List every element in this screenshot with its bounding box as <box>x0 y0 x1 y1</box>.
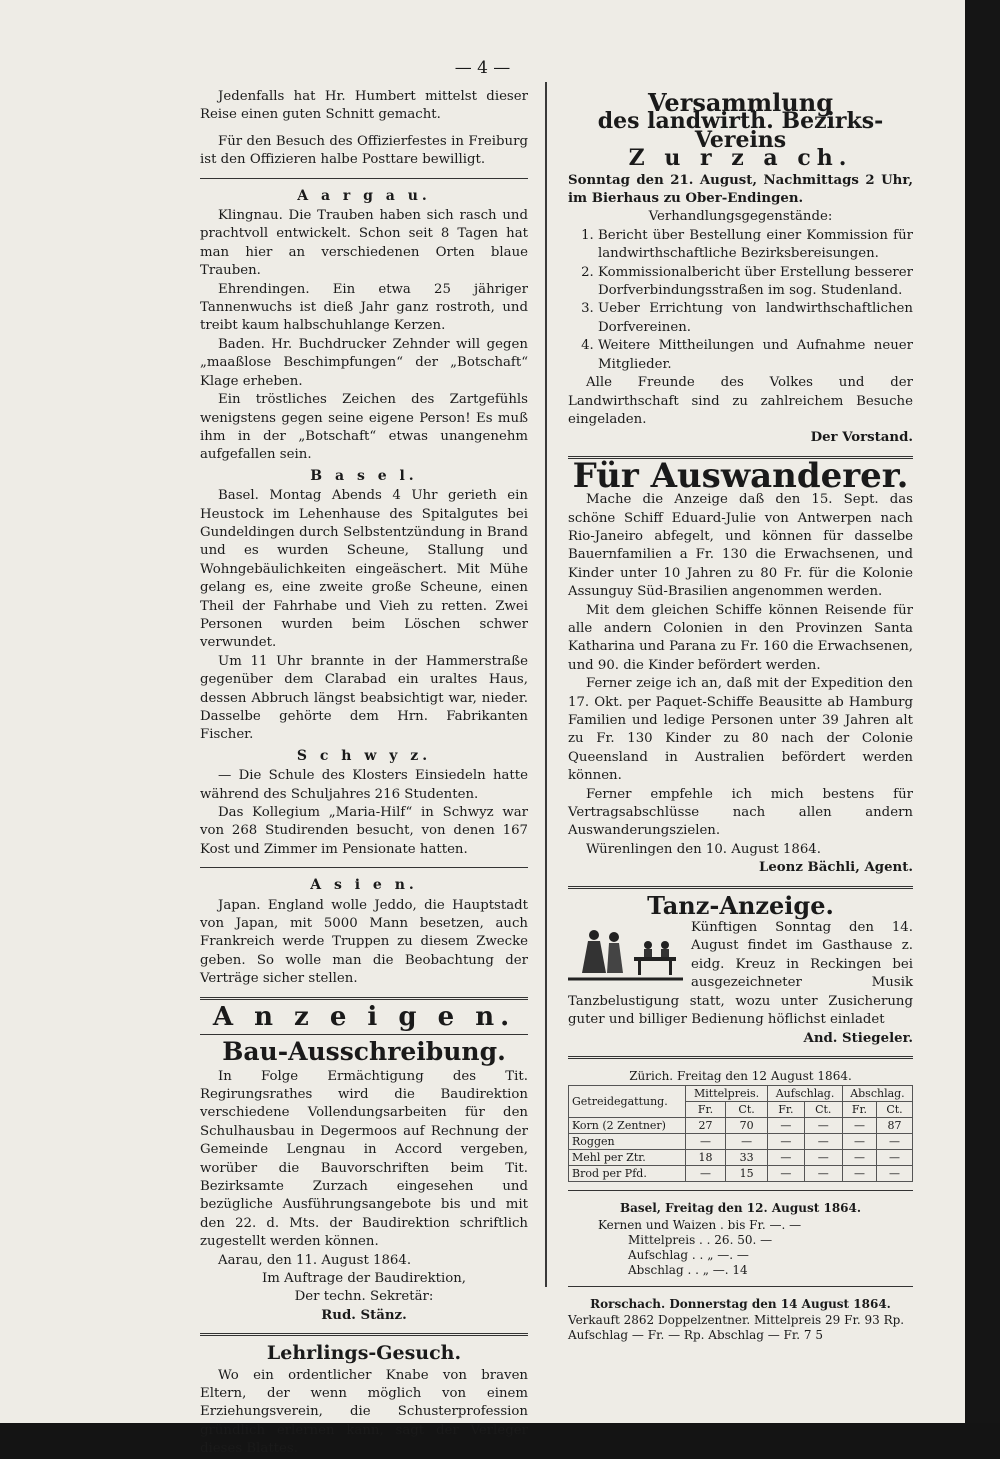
article-paragraph: Um 11 Uhr brannte in der Hammerstraße gegenüber dem Clarabad ein uraltes Haus, dessen Abbruch längst beabsichtigt war, nieder. Dasselbe gehörte dem Hrn. Fabrikanten Fischer. <box>200 653 528 743</box>
ad-text: Ferner empfehle ich mich bestens für Vertragsabschlüsse nach allen andern Auswanderungszielen. <box>568 786 913 839</box>
table-cell: 33 <box>726 1150 768 1166</box>
table-cell: — <box>768 1118 804 1134</box>
ad-text: In Folge Ermächtigung des Tit. Regirungsrathes wird die Baudirektion verschiedene Vollendungsarbeiten für den Schulhausbau in Degermoos auf Rechnung der Gemeinde Lengnau in Accord vergeben, worüber die Bauvorschriften beim Tit. Bezirksamte Zurzach eingesehen und bezügliche Ausführungsangebote bis und mit den 22. d. Mts. der Baudirektion schriftlich zugestellt werden können. <box>200 1068 528 1250</box>
table-header: Getreidegattung. <box>569 1086 686 1118</box>
ad-signature-line: Im Auftrage der Baudirektion, <box>261 1270 467 1286</box>
table-header: Abschlag. <box>842 1086 912 1102</box>
agenda-list <box>568 227 913 374</box>
grain-price-table <box>568 1085 913 1182</box>
ad-title-lehrling: Lehrlings-Gesuch. <box>266 1342 462 1365</box>
section-heading-asien: A s i e n. <box>310 877 418 894</box>
market-line: Aufschlag . . „ —. — <box>628 1247 749 1262</box>
table-cell: — <box>686 1166 726 1182</box>
ad-title-auswanderer: Für Auswanderer. <box>572 455 909 496</box>
table-subheader: Ct. <box>726 1102 768 1118</box>
table-cell: — <box>842 1118 876 1134</box>
table-cell: — <box>877 1150 913 1166</box>
ad-title-versammlung: Versammlung <box>648 88 833 117</box>
article-paragraph: Das Kollegium „Maria-Hilf“ in Schwyz war von 268 Studirenden besucht, von denen 167 Kost und Zimmer im Pensionate hatten. <box>200 805 528 857</box>
list-item: 2. Kommissionalbericht über Erstellung besserer Dorfverbindungsstraßen im sog. Studenland. <box>598 264 913 301</box>
divider <box>568 1190 913 1191</box>
article-paragraph: — Die Schule des Klosters Einsiedeln hatte während des Schuljahres 216 Studenten. <box>200 768 528 802</box>
table-cell: Korn (2 Zentner) <box>569 1118 686 1134</box>
ad-title-bau: Bau-Ausschreibung. <box>222 1037 506 1067</box>
section-heading-basel: B a s e l. <box>310 467 418 484</box>
market-line: Mittelpreis . . 26. 50. — <box>628 1232 773 1247</box>
table-cell: 18 <box>686 1150 726 1166</box>
table-subheader: Ct. <box>877 1102 913 1118</box>
market-report-rorschach <box>568 1295 913 1343</box>
table-cell: — <box>686 1134 726 1150</box>
table-cell: — <box>877 1134 913 1150</box>
table-cell: — <box>768 1166 804 1182</box>
market-report-basel <box>568 1199 913 1277</box>
table-cell: — <box>842 1166 876 1182</box>
list-item: 3. Ueber Errichtung von landwirthschaftlichen Dorfvereinen. <box>598 300 913 337</box>
ad-text: Alle Freunde des Volkes und der Landwirthschaft sind zu zahlreichem Besuche eingeladen. <box>568 375 913 427</box>
ad-text: Wo ein ordentlicher Knabe von braven Eltern, der wenn möglich von einem Erziehungsverein, die Schusterprofession gründlich erlernen kann, sagt der Verleger dieses Blattes. <box>200 1367 528 1457</box>
table-row <box>569 1166 913 1182</box>
table-row <box>569 1118 913 1134</box>
article-paragraph: Für den Besuch des Offizierfestes in Freiburg ist den Offizieren halbe Posttare bewilligt. <box>200 133 528 168</box>
ad-text: Ferner zeige ich an, daß mit der Expedition den 17. Okt. per Paquet-Schiffe Beausitte ab Hamburg Familien und ledige Personen unter 39 Jahren alt zu Fr. 130 Kinder zu 80 nach der Colonie Queensland in Australien befördert werden können. <box>568 676 913 784</box>
table-cell: — <box>804 1118 842 1134</box>
section-heading-schwyz: S c h w y z. <box>296 747 432 764</box>
table-cell: 27 <box>686 1118 726 1134</box>
divider <box>200 1333 528 1336</box>
market-heading-basel: Basel, Freitag den 12. August 1864. <box>619 1201 862 1216</box>
article-paragraph: Japan. England wolle Jeddo, die Hauptstadt von Japan, mit 5000 Mann besetzen, auch Frankreich werde Truppen zu diesem Zwecke geben. So wolle man die Beobachtung der Verträge sicher stellen. <box>200 897 528 987</box>
agenda-heading: Verhandlungsgegenstände: <box>648 209 833 225</box>
table-cell: 87 <box>877 1118 913 1134</box>
table-cell: — <box>768 1134 804 1150</box>
list-item: 1. Bericht über Bestellung einer Kommission für landwirthschaftliche Bezirksbereisungen. <box>598 227 913 264</box>
ad-title-tanz: Tanz-Anzeige. <box>647 890 834 920</box>
divider <box>568 886 913 889</box>
table-cell: — <box>877 1166 913 1182</box>
ad-signature: Leonz Bächli, Agent. <box>758 860 913 876</box>
table-subheader: Ct. <box>804 1102 842 1118</box>
article-paragraph: Baden. Hr. Buchdrucker Zehnder will gegen „maaßlose Beschimpfungen“ der „Botschaft“ Klage erheben. <box>200 336 528 389</box>
market-heading-zurich: Zürich. Freitag den 12 August 1864. <box>629 1068 852 1083</box>
table-cell: — <box>842 1134 876 1150</box>
market-heading-rorschach: Rorschach. Donnerstag den 14 August 1864. <box>590 1296 891 1311</box>
ad-place: Z u r z a ch. <box>628 145 853 172</box>
ads-heading: A n z e i g e n. <box>212 1001 516 1032</box>
ad-text: Mache die Anzeige daß den 15. Sept. das schöne Schiff Eduard-Julie von Antwerpen nach Rio-Janeiro abfegelt, und können für dasselbe Bauernfamilien a Fr. 130 die Erwachsenen, und Kinder unter 10 Jahren zu 80 Fr. für die Kolonie Assunguy Süd-Brasilien angenommen werden. <box>568 492 913 600</box>
page-number: — 4 — <box>454 58 511 78</box>
table-cell: Brod per Pfd. <box>569 1166 686 1182</box>
table-cell: Mehl per Ztr. <box>569 1150 686 1166</box>
table-subheader: Fr. <box>842 1102 876 1118</box>
ad-signature: Der Vorstand. <box>810 430 913 446</box>
table-cell: — <box>804 1150 842 1166</box>
ad-signature: Rud. Stänz. <box>321 1307 407 1323</box>
table-row <box>569 1134 913 1150</box>
table-cell: — <box>726 1134 768 1150</box>
ad-date: Aarau, den 11. August 1864. <box>218 1252 412 1268</box>
divider <box>200 178 528 179</box>
table-cell: Roggen <box>569 1134 686 1150</box>
article-paragraph: Jedenfalls hat Hr. Humbert mittelst dieser Reise einen guten Schnitt gemacht. <box>200 89 528 123</box>
table-header: Mittelpreis. <box>686 1086 768 1102</box>
table-subheader: Fr. <box>768 1102 804 1118</box>
divider <box>568 1056 913 1059</box>
ad-subtitle: des landwirth. Bezirks-Vereins <box>597 108 884 153</box>
table-subheader: Fr. <box>686 1102 726 1118</box>
ad-text: Sonntag den 21. August, Nachmittags 2 Uhr, im Bierhaus zu Ober-Endingen. <box>568 172 913 207</box>
table-cell: — <box>804 1134 842 1150</box>
market-line: Verkauft 2862 Doppelzentner. Mittelpreis 29 Fr. 93 Rp. <box>568 1313 905 1328</box>
article-paragraph: Basel. Montag Abends 4 Uhr gerieth ein Heustock im Lehenhause des Spitalgutes bei Gundeldingen durch Selbstentzündung in Brand und es wurden Scheune, Stallung und Wohngebäulichkeiten eingeäschert. Mit Mühe gelang es, eine zweite große Scheune, einen Theil der Fahrhabe und Vieh zu retten. Zwei Personen wurden beim Löschen schwer verwundet. <box>200 488 528 651</box>
ad-text: Mit dem gleichen Schiffe können Reisende für alle andern Colonien in den Provinzen Santa Katharina und Parana zu Fr. 160 die Erwachsenen, und 90. die Kinder befördert werden. <box>568 602 913 673</box>
section-heading-aargau: A a r g a u. <box>297 187 431 204</box>
divider <box>200 997 528 1000</box>
scan-border <box>965 0 1000 1423</box>
left-column <box>200 88 528 1459</box>
market-line: Aufschlag — Fr. — Rp. Abschlag — Fr. 7 5 <box>568 1328 823 1343</box>
table-header: Aufschlag. <box>768 1086 843 1102</box>
table-cell: — <box>804 1166 842 1182</box>
ad-text: Künftigen Sonntag den 14. August findet im Gasthause z. eidg. Kreuz in Reckingen bei ausgezeichneter Musik Tanzbelustigung statt, wozu unter Zusicherung guter und billiger Bedienung höflichst einladet <box>568 920 913 1028</box>
table-cell: 15 <box>726 1166 768 1182</box>
right-column <box>568 88 913 1343</box>
table-cell: — <box>842 1150 876 1166</box>
article-paragraph: Klingnau. Die Trauben haben sich rasch und prachtvoll entwickelt. Schon seit 8 Tagen hat man hier an verschiedenen Orten blaue Trauben. <box>200 208 528 279</box>
article-paragraph: Ein tröstliches Zeichen des Zartgefühls wenigstens gegen seine eigene Person! Es muß ihm in der „Botschaft“ etwas unangenehm aufgefallen sein. <box>200 392 528 463</box>
ad-signature-line: Der techn. Sekretär: <box>294 1289 434 1305</box>
market-line: Abschlag . . „ —. 14 <box>628 1262 748 1277</box>
ad-date: Würenlingen den 10. August 1864. <box>586 841 821 857</box>
divider <box>568 1286 913 1287</box>
table-cell: — <box>768 1150 804 1166</box>
table-cell: 70 <box>726 1118 768 1134</box>
ad-signature: And. Stiegeler. <box>803 1030 913 1046</box>
dancers-woodcut-icon <box>568 923 683 985</box>
divider <box>200 1034 528 1035</box>
column-divider <box>545 82 547 1287</box>
article-paragraph: Ehrendingen. Ein etwa 25 jähriger Tannenwuchs ist dieß Jahr ganz rostroth, und treibt kaum halbschuhlange Kerzen. <box>200 281 528 334</box>
market-line: Kernen und Waizen . bis Fr. —. — <box>598 1217 802 1232</box>
list-item: 4. Weitere Mittheilungen und Aufnahme neuer Mitglieder. <box>598 337 913 374</box>
divider <box>200 867 528 868</box>
table-row <box>569 1150 913 1166</box>
